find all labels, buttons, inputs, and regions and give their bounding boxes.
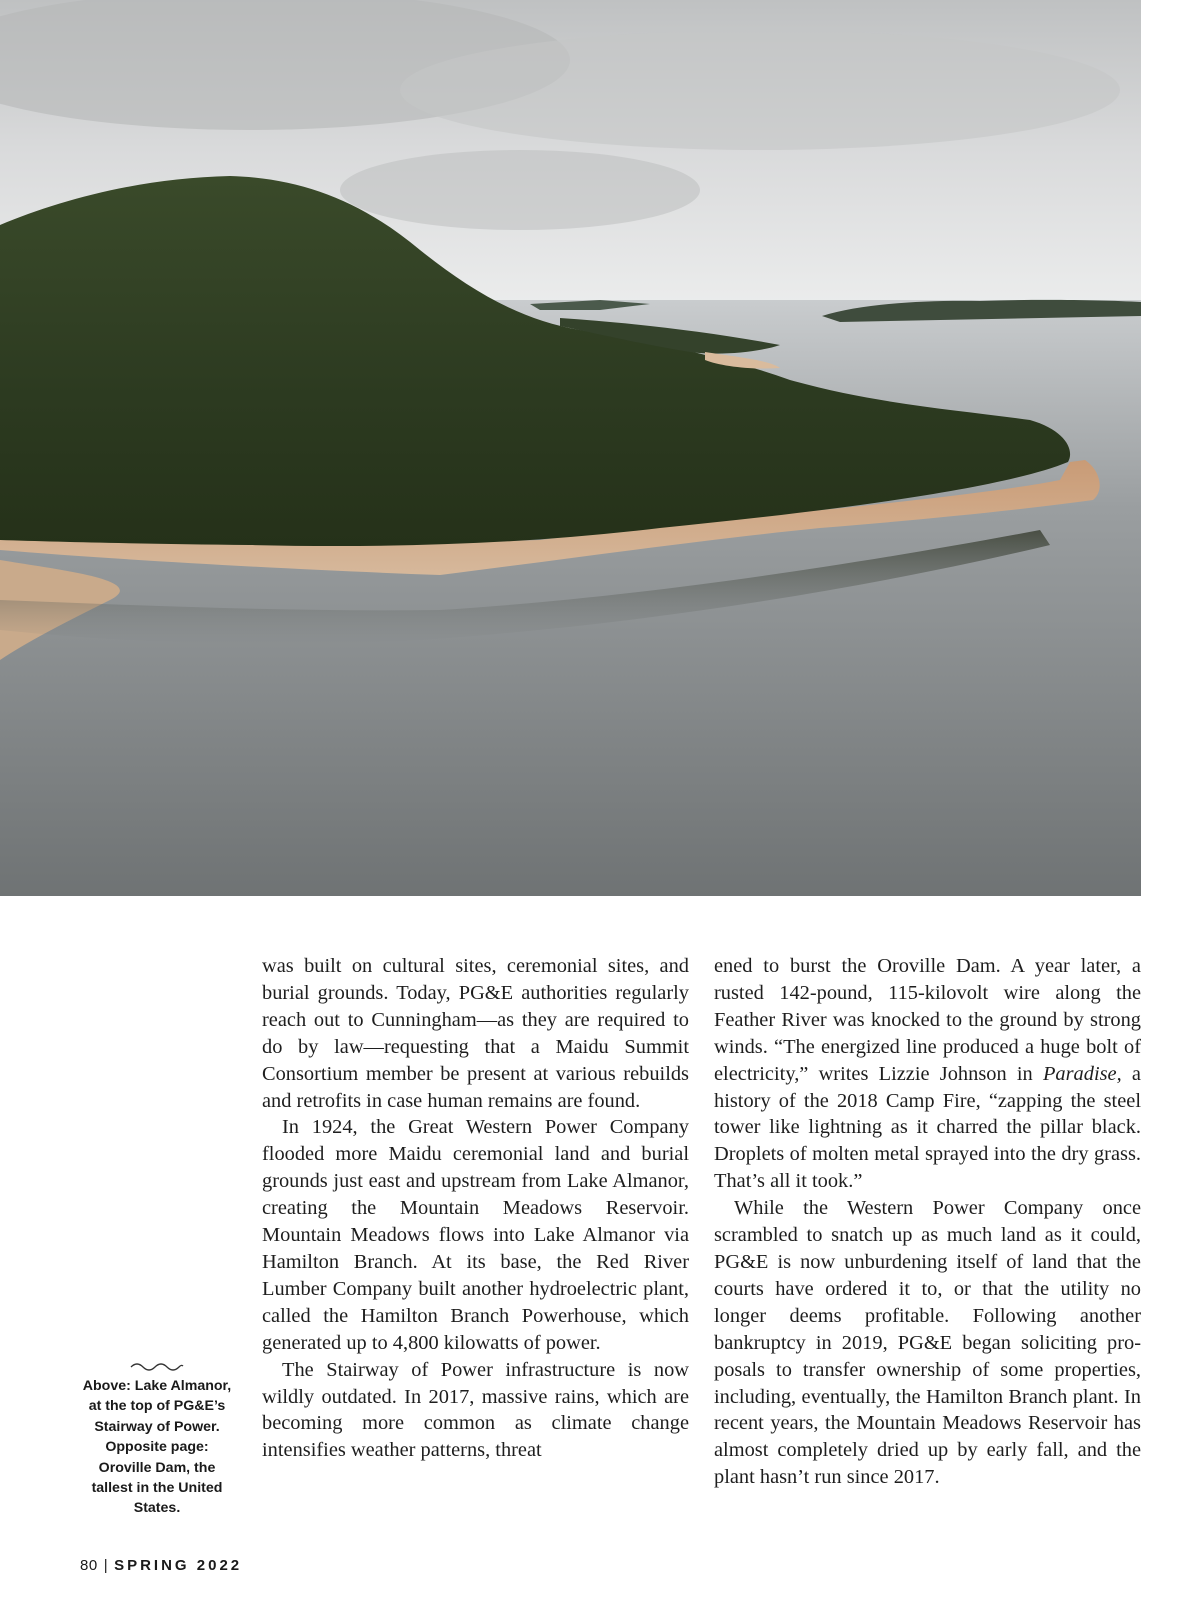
cloud bbox=[400, 30, 1120, 150]
paragraph: was built on cultural sites, ceremonial sites, and burial grounds. Today, PG&E authorities regularly reach out to Cunningham—as they are required to do by law—requesting that a Maidu Summit Consortium member be present at various rebuilds and retrofits in case human remains are found. bbox=[262, 955, 689, 1112]
folio-separator: | bbox=[103, 1557, 109, 1574]
paragraph bbox=[714, 953, 1141, 1195]
book-title: Paradise, bbox=[1042, 1062, 1122, 1085]
article-column-right bbox=[714, 953, 1141, 1533]
wave-ornament-icon bbox=[129, 1362, 185, 1372]
paragraph-text: ened to burst the Oroville Dam. A year later, a rusted 142-pound, 115-kilovolt wire along the Feather River was knocked to the ground by strong winds. “The energized line produced a huge bolt of electricity,” writes Lizzie Johnson in bbox=[714, 955, 1141, 1085]
paragraph: While the Western Power Company once scrambled to snatch up as much land as it could, PG&E is now unburdening itself of land that the courts have ordered it to, or that the utility no longer deems profitable. Following another bankruptcy in 2019, PG&E began soliciting proposals to transfer ownership of some properties, including, eventually, the Hamilton Branch plant. In recent years, the Mountain Meadows Reservoir has almost completely dried up by early fall, and the plant hasn’t run since 2017. bbox=[714, 1197, 1141, 1489]
issue-label: SPRING 2022 bbox=[114, 1557, 243, 1574]
paragraph-text: a history of the 2018 Camp Fire, “zapping the steel tower like lightning as it charred the pillar black. Droplets of molten metal sprayed into the dry grass. That’s all it took.” bbox=[714, 1062, 1141, 1193]
caption-text: Above: Lake Almanor, at the top of PG&E’s Stairway of Power. Opposite page: Oroville Dam, the tallest in the United States. bbox=[82, 1378, 232, 1517]
page-footer bbox=[80, 1557, 242, 1574]
article-column-left bbox=[262, 953, 689, 1533]
page-number: 80 bbox=[80, 1557, 98, 1574]
cloud bbox=[340, 150, 700, 230]
photo-caption bbox=[78, 1362, 236, 1519]
paragraph: The Stairway of Power infrastructure is now wildly outdated. In 2017, massive rains, which are becoming more common as climate change intensifies weather patterns, threat bbox=[262, 1358, 689, 1462]
paragraph: In 1924, the Great Western Power Company flooded more Maidu ceremonial land and burial grounds just east and upstream from Lake Almanor, creating the Mountain Meadows Reservoir. Mountain Meadows flows into Lake Almanor via Hamilton Branch. At its base, the Red River Lumber Company built another hydroelectric plant, called the Hamilton Branch Powerhouse, which generated up to 4,800 kilowatts of power. bbox=[262, 1116, 689, 1354]
